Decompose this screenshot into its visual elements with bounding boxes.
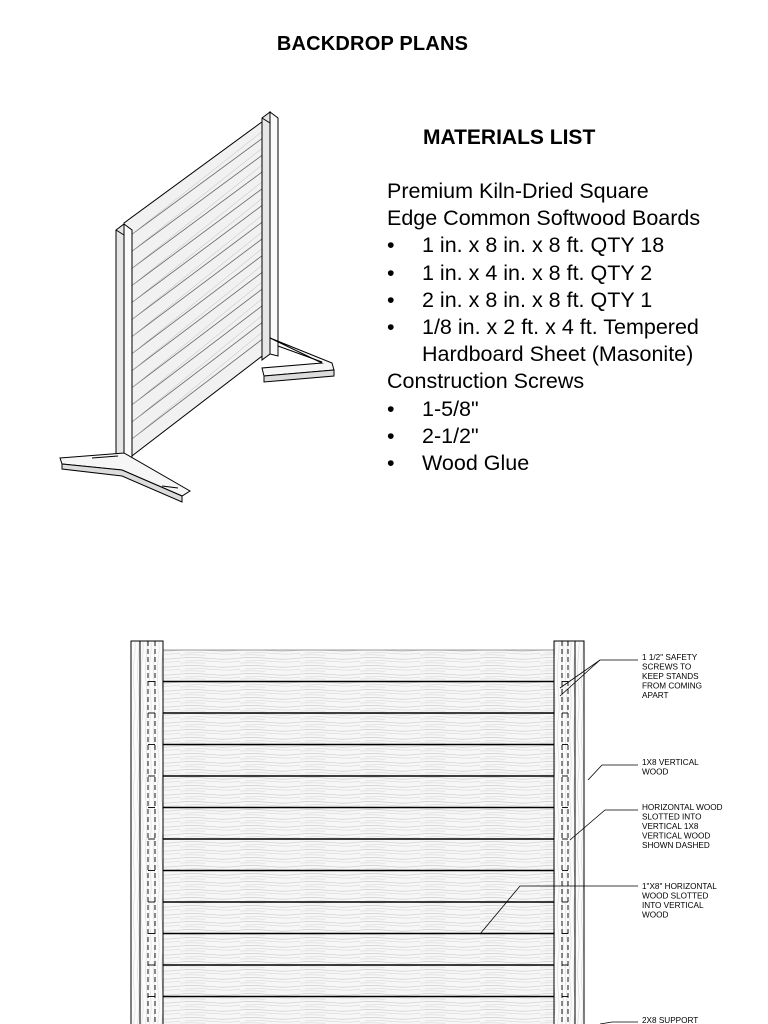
horizontal-board [163,934,554,966]
page-title: BACKDROP PLANS [276,33,469,55]
front-elevation-drawing [0,600,768,1024]
isometric-backdrop-drawing [52,98,342,503]
bullet-dot: • [387,423,395,448]
screws-heading: Construction Screws [387,369,585,394]
board-item-hardboard [387,314,767,341]
horizontal-board [163,871,554,903]
horizontal-board [163,776,554,808]
board-item-label: 1 in. x 8 in. x 8 ft. QTY 18 [422,233,665,258]
horizontal-board [163,997,554,1024]
annotation-line: 2X8 SUPPORT [642,1016,699,1024]
screw-item-2 [387,423,767,450]
annotation-support [642,1016,698,1024]
annotation-line: SHOWN DASHED [642,841,710,850]
annotation-line: HORIZONTAL WOOD [642,803,723,812]
annotation-line: FROM COMING [642,681,703,691]
glue-item-label: Wood Glue [422,451,530,476]
bullet-dot: • [387,260,395,285]
hardboard-continuation: Hardboard Sheet (Masonite) [422,342,694,367]
annotation-horizontal-1x8 [642,882,719,920]
annotation-line: WOOD SLOTTED [642,891,709,901]
bullet-dot: • [387,451,395,476]
horizontal-board [163,682,554,714]
horizontal-board [163,808,554,840]
materials-list-heading: MATERIALS LIST [423,126,596,149]
horizontal-board [163,965,554,997]
annotation-line: 1 1/2" SAFETY [642,653,698,662]
bullet-dot: • [387,315,395,340]
board-item-label: 1/8 in. x 2 ft. x 4 ft. Tempered [422,315,699,340]
bullet-dot: • [387,287,395,312]
annotation-line: INTO VERTICAL [642,901,704,910]
annotation-horizontal-slotted [642,803,725,850]
screw-item-label: 2-1/2" [422,423,479,448]
annotation-line: VERTICAL 1X8 [642,822,699,831]
bullet-dot: • [387,396,395,421]
annotation-safety-screws [642,653,704,700]
annotation-line: SLOTTED INTO [642,812,702,822]
annotation-line: 1X8 VERTICAL [642,758,699,767]
annotation-line: SCREWS TO [642,662,692,672]
glue-item [387,450,767,477]
screw-item-label: 1-5/8" [422,396,479,421]
board-item-label: 1 in. x 4 in. x 8 ft. QTY 2 [422,260,653,285]
horizontal-board [163,745,554,777]
annotation-line: VERTICAL WOOD [642,831,711,841]
board-item-2x8 [387,287,767,314]
bullet-dot: • [387,233,395,258]
annotation-vertical-wood [642,758,701,777]
horizontal-board [163,839,554,871]
annotation-line: APART [642,691,669,700]
horizontal-board [163,650,554,682]
boards-intro-line-2: Edge Common Softwood Boards [387,206,701,231]
board-item-1x4 [387,260,767,287]
board-item-1x8 [387,232,767,259]
board-item-label: 2 in. x 8 in. x 8 ft. QTY 1 [422,287,653,312]
annotation-line: WOOD [642,767,669,777]
annotation-line: WOOD [642,910,669,920]
annotation-line: KEEP STANDS [642,672,699,681]
horizontal-board [163,902,554,934]
screw-item-1 [387,396,767,423]
horizontal-board [163,713,554,745]
materials-list [387,178,767,477]
boards-intro-line-1: Premium Kiln-Dried Square [387,179,649,203]
annotation-line: 1"X8" HORIZONTAL [642,882,717,891]
